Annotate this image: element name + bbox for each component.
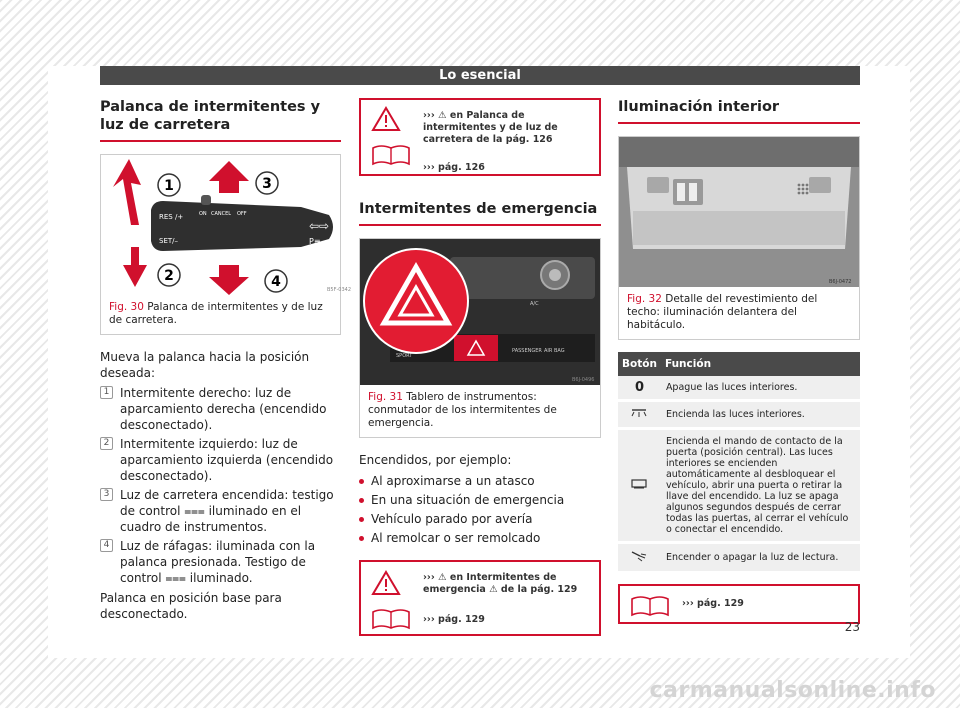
figure-code: B6J-0472 xyxy=(829,279,852,285)
step-number: 4 xyxy=(100,539,113,552)
row-text: Apague las luces interiores. xyxy=(661,376,860,401)
label-res: RES /+ xyxy=(159,213,184,221)
list-item xyxy=(100,436,341,484)
table-header xyxy=(618,352,860,376)
section-title-interior-light: Iluminación interior xyxy=(618,98,860,124)
bullet-item: Al aproximarse a un atasco xyxy=(359,472,601,491)
figure-caption xyxy=(101,295,340,334)
label-3: 3 xyxy=(262,176,272,192)
function-table xyxy=(618,352,860,574)
warning-text-2: ››› ⚠ en Intermitentes de emergencia ⚠ de la pág. 129 xyxy=(423,572,578,595)
row-text: Encienda el mando de contacto de la puerta (posición central). Las luces interiores se encienden automáticamente al desbloquear el vehículo, abrir una puerta o retirar la llave del encendido. La luz se apaga algunos segundos después de cerrar todas las puertas, al cerrar el vehículo o conectar el encendido. xyxy=(661,429,860,543)
label-2: 2 xyxy=(164,268,174,284)
figure-number: Fig. 30 xyxy=(109,301,144,313)
interior-light-on-icon xyxy=(618,401,661,429)
section-title-hazard: Intermitentes de emergencia xyxy=(359,200,601,226)
figure-caption xyxy=(360,385,600,437)
label-4: 4 xyxy=(271,274,281,290)
figure-code: B5F-0342 xyxy=(327,287,352,293)
page-reference-3[interactable]: ››› pág. 129 xyxy=(682,598,744,609)
bullet-item: Vehículo parado por avería xyxy=(359,510,601,529)
intro-text: Encendidos, por ejemplo: xyxy=(359,453,512,467)
step-number: 3 xyxy=(100,488,113,501)
ceiling-drawing xyxy=(619,137,859,287)
section-header: Lo esencial xyxy=(100,66,860,85)
figure-caption xyxy=(619,287,859,339)
outro-text: Palanca en posición base para desconectado. xyxy=(100,591,282,621)
book-icon xyxy=(371,142,411,166)
climate-panel xyxy=(450,257,595,299)
column-3 xyxy=(618,98,860,624)
warning-triangle-icon xyxy=(371,106,401,132)
watermark: carmanualsonline.info xyxy=(649,678,936,703)
caption-text: Tablero de instrumentos: conmutador de los intermitentes de emergencia. xyxy=(368,391,557,429)
caption-text: Palanca de intermitentes y de luz de carretera. xyxy=(109,301,323,326)
reading-light-icon xyxy=(618,543,661,573)
list-item xyxy=(100,538,341,586)
page-reference-1[interactable]: ››› pág. 126 xyxy=(423,162,485,173)
airbag-label: AIR BAG xyxy=(544,348,565,354)
turn-signal-icon: ⇦⇨ xyxy=(309,219,330,233)
warning-triangle-icon xyxy=(371,570,401,596)
light-lens xyxy=(633,211,845,245)
label-cancel: CANCEL xyxy=(211,211,232,217)
list-item xyxy=(100,487,341,535)
column-2 xyxy=(359,98,601,636)
figure-number: Fig. 31 xyxy=(368,391,403,403)
lever-drawing xyxy=(101,155,352,295)
step-number: 1 xyxy=(100,386,113,399)
figure-number: Fig. 32 xyxy=(627,293,662,305)
table-row xyxy=(618,401,860,429)
book-icon xyxy=(371,606,411,630)
row-text: Encienda las luces interiores. xyxy=(661,401,860,429)
arrow-down-icon xyxy=(209,265,249,295)
bullet-item: En una situación de emergencia xyxy=(359,491,601,510)
page-number: 23 xyxy=(844,620,860,634)
book-icon xyxy=(630,593,670,617)
list-item-text: Luz de carretera encendida: testigo de control ⩶ iluminado en el cuadro de instrumentos. xyxy=(120,488,334,534)
figure-code: B6J-0496 xyxy=(572,377,595,383)
off-icon: 0 xyxy=(618,376,661,401)
col-header-function: Función xyxy=(661,352,860,376)
figure-32 xyxy=(618,136,860,340)
label-on: ON xyxy=(199,211,207,217)
lever-body xyxy=(151,201,333,251)
door-contact-icon xyxy=(618,429,661,543)
dashboard-drawing xyxy=(360,239,600,385)
ac-label: A/C xyxy=(530,301,539,307)
table-row xyxy=(618,429,860,543)
left-reading-light xyxy=(647,177,669,193)
list-item xyxy=(100,385,341,433)
reference-box xyxy=(618,584,860,624)
figure-30 xyxy=(100,154,352,335)
warning-box-2 xyxy=(359,560,601,636)
arrow-up-icon xyxy=(209,161,249,193)
row-text: Encender o apagar la luz de lectura. xyxy=(661,543,860,573)
arrow-down-left-icon xyxy=(123,247,147,287)
table-row xyxy=(618,543,860,573)
hazard-button[interactable] xyxy=(454,335,498,361)
dashboard-illustration xyxy=(360,239,600,385)
bullet-item: Al remolcar o ser remolcado xyxy=(359,529,601,548)
column-1 xyxy=(100,98,352,622)
caption-text: Detalle del revestimiento del techo: iluminación delantera del habitáculo. xyxy=(627,293,818,331)
passenger-label: PASSENGER xyxy=(512,348,542,354)
ceiling-illustration xyxy=(619,137,859,287)
list-item-text: Luz de ráfagas: iluminada con la palanca presionada. Testigo de control ⩶ iluminado. xyxy=(120,539,316,585)
position-list xyxy=(100,385,341,586)
sport-label: SPORT xyxy=(396,353,413,359)
page-reference-2[interactable]: ››› pág. 129 xyxy=(423,614,485,625)
right-reading-light xyxy=(809,177,831,193)
label-off: OFF xyxy=(237,211,247,217)
list-item-text: Intermitente izquierdo: luz de aparcamiento izquierda (encendido desconectado). xyxy=(120,437,334,483)
col-header-button: Botón xyxy=(618,352,661,376)
label-set: SET/– xyxy=(159,237,179,245)
warning-text-1: ››› ⚠ en Palanca de intermitentes y de luz de carretera de la pág. 126 xyxy=(423,110,558,145)
label-1: 1 xyxy=(164,178,174,194)
lever-illustration xyxy=(101,155,352,295)
section-title-turn-signal: Palanca de intermitentes y luz de carretera xyxy=(100,98,341,142)
figure-31 xyxy=(359,238,601,438)
lever-button xyxy=(201,195,211,205)
arrow-up-left-icon xyxy=(113,159,141,225)
intro-text: Mueva la palanca hacia la posición deseada: xyxy=(100,350,310,380)
parking-light-icon: P≡ xyxy=(309,237,321,246)
table-row xyxy=(618,376,860,401)
warning-box-1 xyxy=(359,98,601,176)
step-number: 2 xyxy=(100,437,113,450)
list-item-text: Intermitente derecho: luz de aparcamiento derecha (encendido desconectado). xyxy=(120,386,327,432)
